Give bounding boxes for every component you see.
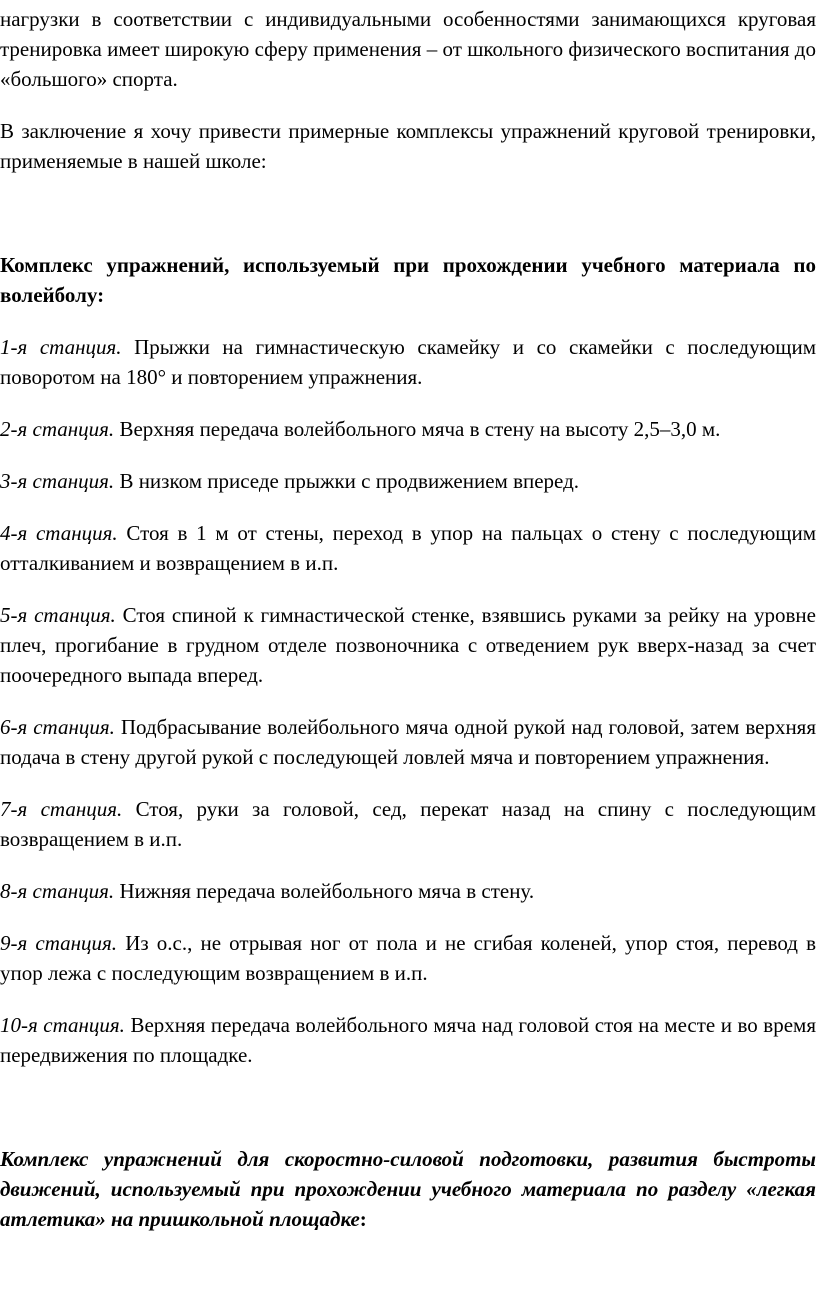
station-text: Стоя спиной к гимнастической стенке, взявшись руками за рейку на уровне плеч, прогибание в грудном отделе позвоночника с отведением рук вверх-назад за счет поочередного выпада вперед. [0, 603, 816, 687]
athletics-heading [0, 1144, 816, 1234]
station-4 [0, 518, 816, 578]
station-label: 1-я станция. [0, 335, 122, 359]
station-label: 5-я станция. [0, 603, 116, 627]
station-10 [0, 1010, 816, 1070]
station-text: Стоя в 1 м от стены, переход в упор на пальцах о стену с последующим отталкиванием и возвращением в и.п. [0, 521, 816, 575]
station-label: 6-я станция. [0, 715, 115, 739]
page-body [0, 4, 816, 1256]
station-5 [0, 600, 816, 690]
station-text: Подбрасывание волейбольного мяча одной рукой над головой, затем верхняя подача в стену другой рукой с последующей ловлей мяча и повторением упражнения. [0, 715, 816, 769]
station-1 [0, 332, 816, 392]
station-7 [0, 794, 816, 854]
station-label: 10-я станция. [0, 1013, 125, 1037]
athletics-heading-text: Комплекс упражнений для скоростно-силовой подготовки, развития быстроты движений, используемый при прохождении учебного материала по разделу «легкая атлетика» на пришкольной площадке [0, 1147, 816, 1231]
volleyball-heading: Комплекс упражнений, используемый при прохождении учебного материала по волейболу: [0, 253, 816, 307]
station-2 [0, 414, 816, 444]
station-label: 9-я станция. [0, 931, 118, 955]
station-9 [0, 928, 816, 988]
station-text: В низком приседе прыжки с продвижением вперед. [114, 469, 580, 493]
station-3 [0, 466, 816, 496]
conclusion-paragraph: В заключение я хочу привести примерные комплексы упражнений круговой тренировки, применяемые в нашей школе: [0, 119, 816, 173]
station-text: Нижняя передача волейбольного мяча в стену. [114, 879, 535, 903]
station-text: Верхняя передача волейбольного мяча над головой стоя на месте и во время передвижения по площадке. [0, 1013, 816, 1067]
station-label: 3-я станция. [0, 469, 115, 493]
station-6 [0, 712, 816, 772]
intro-continuation-paragraph: нагрузки в соответствии с индивидуальными особенностями занимающихся круговая тренировка имеет широкую сферу применения – от школьного физического воспитания до «большого» спорта. [0, 7, 816, 91]
spacer [0, 1092, 816, 1144]
station-label: 4-я станция. [0, 521, 118, 545]
station-text: Стоя, руки за головой, сед, перекат назад на спину с последующим возвращением в и.п. [0, 797, 816, 851]
station-label: 2-я станция. [0, 417, 115, 441]
station-label: 7-я станция. [0, 797, 123, 821]
station-text: Верхняя передача волейбольного мяча в стену на высоту 2,5–3,0 м. [114, 417, 721, 441]
station-label: 8-я станция. [0, 879, 115, 903]
spacer [0, 198, 816, 250]
station-text: Из о.с., не отрывая ног от пола и не сгибая коленей, упор стоя, перевод в упор лежа с последующим возвращением в и.п. [0, 931, 816, 985]
station-8 [0, 876, 816, 906]
station-text: Прыжки на гимнастическую скамейку и со скамейки с последующим поворотом на 180° и повторением упражнения. [0, 335, 816, 389]
athletics-heading-colon: : [359, 1207, 367, 1231]
